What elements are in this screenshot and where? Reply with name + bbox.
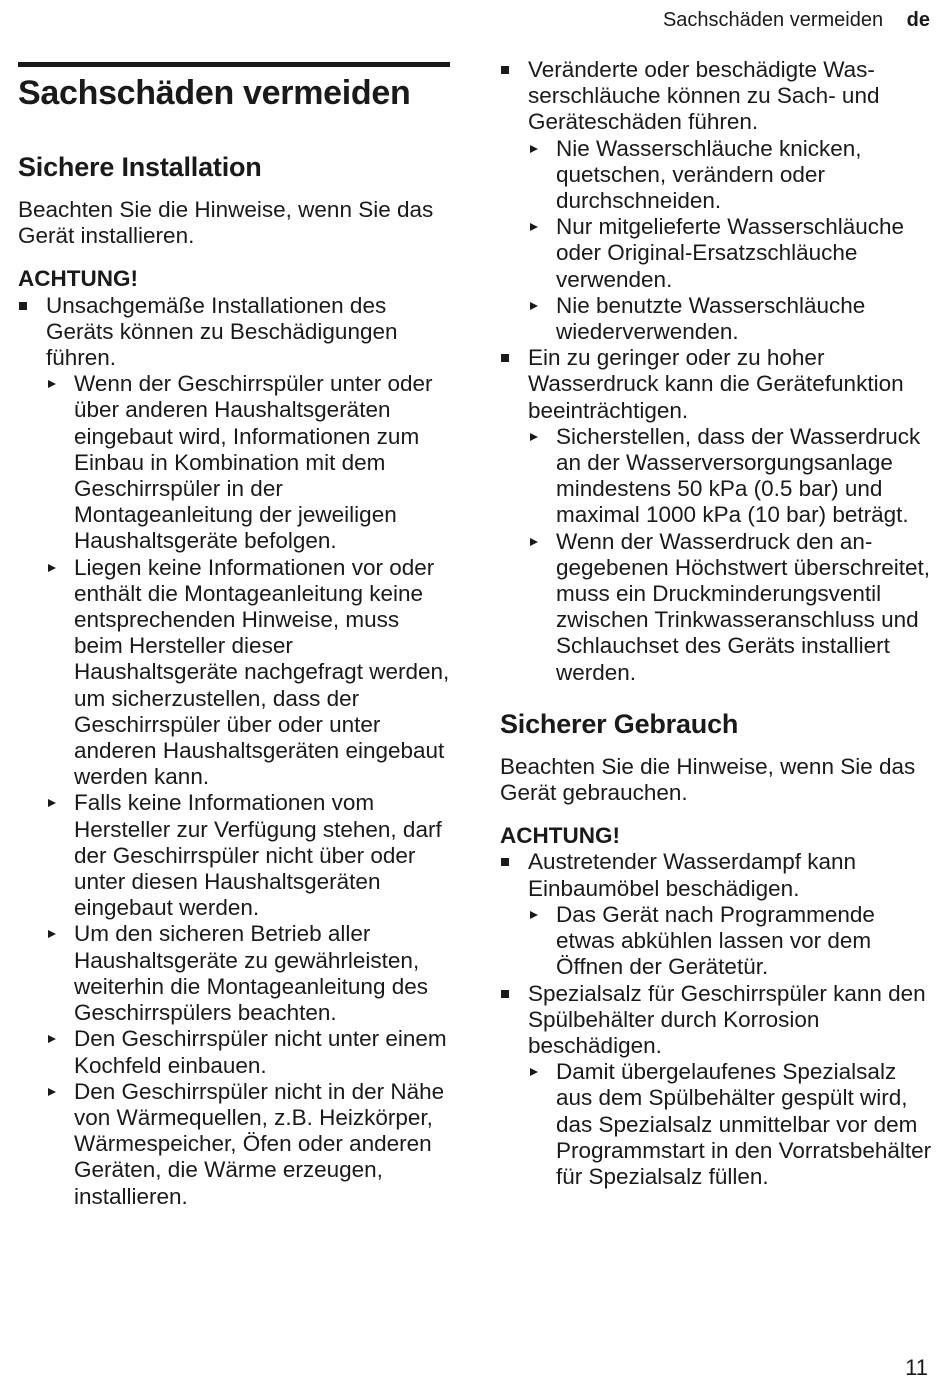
sub-list	[528, 424, 932, 686]
installation-list	[18, 293, 450, 1210]
sub-list-item	[528, 293, 932, 345]
installation-warning-label: ACHTUNG!	[18, 266, 138, 292]
list-item	[500, 345, 932, 686]
page-number: 11	[905, 1355, 928, 1380]
list-item	[18, 293, 450, 1210]
sub-list-item	[528, 424, 932, 529]
running-header	[663, 8, 930, 32]
triangle-bullet-icon	[48, 564, 56, 572]
triangle-bullet-icon	[530, 433, 538, 441]
square-bullet-icon	[19, 302, 27, 310]
header-language-code: de	[906, 9, 930, 31]
sub-list-item	[46, 1079, 450, 1210]
sub-list-item	[46, 921, 450, 1026]
list-item-text: Unsachgemäße Installationen des Geräts können zu Beschädigungen führen.	[46, 292, 398, 371]
triangle-bullet-icon	[48, 1088, 56, 1096]
list-item-text: Ein zu geringer oder zu hoher Wasserdruck kann die Gerätefunktion beeinträchtigen.	[528, 345, 904, 423]
sub-item-text: Sicherstellen, dass der Wasserdruck an der Wasserversorgungsanlage mindestens 50 kPa (0.5 bar) und maximal 1000 kPa (10 bar) beträgt.	[556, 423, 921, 528]
triangle-bullet-icon	[48, 930, 56, 938]
right-column	[500, 57, 932, 1190]
sub-list	[528, 136, 932, 346]
usage-list	[500, 849, 932, 1190]
square-bullet-icon	[501, 354, 509, 362]
sub-item-text: Das Gerät nach Programmende etwas abkühlen lassen vor dem Öffnen der Gerätetür.	[556, 901, 875, 980]
sub-list-item	[528, 902, 932, 981]
triangle-bullet-icon	[530, 1068, 538, 1076]
triangle-bullet-icon	[530, 911, 538, 919]
sub-list-item	[46, 371, 450, 554]
triangle-bullet-icon	[48, 1035, 56, 1043]
triangle-bullet-icon	[48, 380, 56, 388]
page-title: Sachschäden vermeiden	[18, 74, 411, 112]
sub-item-text: Damit übergelaufenes Spezialsalz aus dem Spülbehälter gespült wird, das Spezialsalz unmittelbar vor dem Programmstart in den Vorratsbehälter für Spezialsalz füllen.	[556, 1059, 932, 1189]
sub-list	[46, 371, 450, 1210]
sub-item-text: Nie benutzte Wasserschläuche wiederverwenden.	[556, 292, 866, 345]
triangle-bullet-icon	[530, 223, 538, 231]
sub-item-text: Nie Wasserschläuche knicken, quetschen, verändern oder durchschneiden.	[556, 135, 862, 214]
sub-item-text: Wenn der Geschirrspüler unter oder über anderen Haushaltsgeräten eingebaut wird, Informationen zum Einbau in Kombination mit dem Geschirrspüler in der Montageanleitung der jeweiligen Haushaltsgeräte befolgen.	[74, 371, 433, 554]
list-item	[500, 849, 932, 980]
square-bullet-icon	[501, 858, 509, 866]
sub-item-text: Wenn der Wasserdruck den angegebenen Höchstwert überschreitet, muss ein Druckminderungsventil zwischen Trinkwasseranschluss und Schlauchset des Geräts installiert werden.	[556, 528, 930, 685]
list-item	[500, 981, 932, 1191]
sub-item-text: Nur mitgelieferte Wasserschläuche oder Original-Ersatzschläuche verwenden.	[556, 214, 905, 292]
installation-list-continued	[500, 57, 932, 686]
square-bullet-icon	[501, 66, 509, 74]
list-item	[500, 57, 932, 345]
list-item-text: Veränderte oder beschädigte Wasserschläuche können zu Sach- und Geräteschäden führen.	[528, 57, 880, 135]
sub-list-item	[46, 790, 450, 921]
list-item-text: Austretender Wasserdampf kann Einbaumöbel beschädigen.	[528, 849, 857, 901]
sub-list-item	[528, 529, 932, 686]
sub-list	[528, 1059, 932, 1190]
sub-list	[528, 902, 932, 981]
square-bullet-icon	[501, 990, 509, 998]
triangle-bullet-icon	[530, 302, 538, 310]
title-rule	[18, 62, 450, 67]
sub-list-item	[528, 136, 932, 215]
triangle-bullet-icon	[530, 538, 538, 546]
triangle-bullet-icon	[530, 145, 538, 153]
sub-list-item	[528, 214, 932, 293]
sub-item-text: Um den sicheren Betrieb aller Haushaltsgeräte zu gewährleisten, weiterhin die Montageanleitung des Geschirrspülers beachten.	[74, 921, 428, 1026]
sub-list-item	[46, 555, 450, 791]
triangle-bullet-icon	[48, 799, 56, 807]
usage-warning-label: ACHTUNG!	[500, 823, 620, 849]
header-section-title: Sachschäden vermeiden	[662, 9, 884, 31]
list-item-text: Spezialsalz für Geschirrspüler kann den Spülbehälter durch Korrosion beschädigen.	[528, 980, 926, 1058]
sub-item-text: Liegen keine Informationen vor oder enthält die Montageanleitung keine entsprechenden Hinweise, muss beim Hersteller dieser Haushaltsgeräte nachgefragt werden, um sicherzustellen, dass der Geschirrspüler über oder unter anderen Haushaltsgeräten eingebaut werden kann.	[74, 554, 450, 790]
heading-safe-usage: Sicherer Gebrauch	[500, 708, 739, 739]
usage-intro: Beachten Sie die Hinweise, wenn Sie das Gerät gebrauchen.	[500, 753, 916, 806]
sub-item-text: Falls keine Informationen vom Hersteller zur Verfügung stehen, darf der Geschirrspüler nicht über oder unter diesen Haushaltsgeräten eingebaut werden.	[74, 790, 442, 921]
sub-list-item	[46, 1026, 450, 1078]
sub-item-text: Den Geschirrspüler nicht in der Nähe von Wärmequellen, z.B. Heizkörper, Wärmespeicher, Öfen oder anderen Geräten, die Wärme erzeugen, installieren.	[74, 1078, 445, 1209]
sub-list-item	[528, 1059, 932, 1190]
sub-item-text: Den Geschirrspüler nicht unter einem Kochfeld einbauen.	[74, 1026, 447, 1078]
heading-safe-installation: Sichere Installation	[18, 152, 262, 182]
left-column	[18, 0, 450, 1210]
installation-intro: Beachten Sie die Hinweise, wenn Sie das Gerät installieren.	[18, 197, 434, 249]
